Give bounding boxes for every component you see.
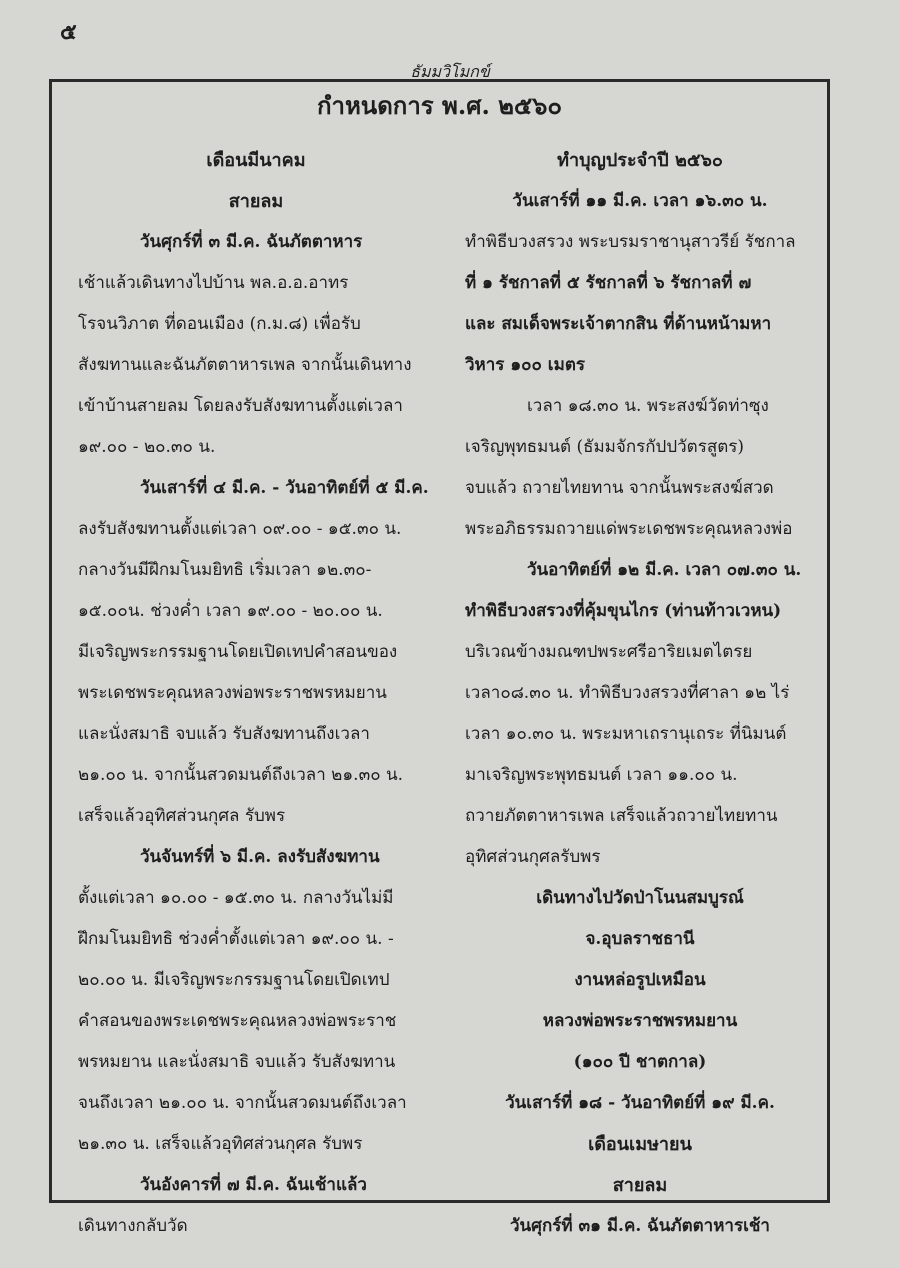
text-line: เดินทางกลับวัด bbox=[78, 1216, 188, 1236]
text-line: ๒๑.๓๐ น. เสร็จแล้วอุทิศส่วนกุศล รับพร bbox=[78, 1134, 363, 1154]
text-line: ทำพิธีบวงสรวงที่คุ้มขุนไกร (ท่านท้าวเวหน) bbox=[465, 601, 782, 621]
text-line: วันอังคารที่ ๗ มี.ค. ฉันเช้าแล้ว bbox=[140, 1175, 367, 1195]
text-line: สายลม bbox=[612, 1175, 668, 1196]
text-line: วันจันทร์ที่ ๖ มี.ค. ลงรับสังฆทาน bbox=[140, 847, 380, 867]
running-header: ธัมมวิโมกข์ bbox=[410, 62, 490, 81]
text-line: วันเสาร์ที่ ๑๘ - วันอาทิตย์ที่ ๑๙ มี.ค. bbox=[505, 1093, 775, 1113]
text-line: โรจนวิภาต ที่ดอนเมือง (ก.ม.๘) เพื่อรับ bbox=[78, 314, 361, 334]
text-line: ๒๐.๐๐ น. มีเจริญพระกรรมฐานโดยเปิดเทป bbox=[78, 970, 390, 990]
right-column bbox=[465, 140, 815, 1247]
page-title: กำหนดการ พ.ศ. ๒๕๖๐ bbox=[316, 91, 563, 120]
page-number: ๕ bbox=[60, 19, 77, 45]
text-line: เสร็จแล้วอุทิศส่วนกุศล รับพร bbox=[78, 806, 286, 826]
text-line: พระอภิธรรมถวายแด่พระเดชพระคุณหลวงพ่อ bbox=[465, 519, 793, 539]
text-line: บริเวณข้างมณฑปพระศรีอาริยเมตไตรย bbox=[465, 642, 753, 662]
text-line: จ.อุบลราชธานี bbox=[585, 929, 695, 949]
text-line: จบแล้ว ถวายไทยทาน จากนั้นพระสงฆ์สวด bbox=[465, 478, 774, 498]
text-line: วันอาทิตย์ที่ ๑๒ มี.ค. เวลา ๐๗.๓๐ น. bbox=[527, 560, 802, 580]
text-line: วันเสาร์ที่ ๑๑ มี.ค. เวลา ๑๖.๓๐ น. bbox=[512, 191, 768, 211]
text-line: และนั่งสมาธิ จบแล้ว รับสังฆทานถึงเวลา bbox=[78, 724, 370, 744]
text-line: งานหล่อรูปเหมือน bbox=[574, 970, 706, 990]
text-line: คำสอนของพระเดชพระคุณหลวงพ่อพระราช bbox=[78, 1011, 397, 1031]
text-line: เวลา๐๘.๓๐ น. ทำพิธีบวงสรวงที่ศาลา ๑๒ ไร่ bbox=[465, 683, 790, 703]
text-line: เจริญพุทธมนต์ (ธัมมจักรกัปปวัตรสูตร) bbox=[465, 437, 745, 457]
text-line: เดือนเมษายน bbox=[588, 1134, 692, 1155]
text-line: เดือนมีนาคม bbox=[206, 150, 306, 171]
text-line: มีเจริญพระกรรมฐานโดยเปิดเทปคำสอนของ bbox=[78, 642, 398, 662]
text-line: สังฆทานและฉันภัตตาหารเพล จากนั้นเดินทาง bbox=[78, 355, 412, 375]
text-line: เดินทางไปวัดป่าโนนสมบูรณ์ bbox=[536, 888, 744, 908]
text-line: ๑๙.๐๐ - ๒๐.๓๐ น. bbox=[78, 437, 216, 457]
text-line: ทำบุญประจำปี ๒๕๖๐ bbox=[557, 150, 723, 171]
text-line: ที่ ๑ รัชกาลที่ ๕ รัชกาลที่ ๖ รัชกาลที่ ๗ bbox=[465, 273, 752, 293]
text-line: เช้าแล้วเดินทางไปบ้าน พล.อ.อ.อาทร bbox=[78, 273, 349, 293]
text-line: วิหาร ๑๐๐ เมตร bbox=[465, 355, 585, 375]
text-line: ถวายภัตตาหารเพล เสร็จแล้วถวายไทยทาน bbox=[465, 806, 778, 826]
text-line: เข้าบ้านสายลม โดยลงรับสังฆทานตั้งแต่เวลา bbox=[78, 396, 403, 416]
text-line: ลงรับสังฆทานตั้งแต่เวลา ๐๙.๐๐ - ๑๕.๓๐ น. bbox=[78, 519, 402, 539]
text-line: ทำพิธีบวงสรวง พระบรมราชานุสาวรีย์ รัชกาล bbox=[465, 232, 796, 252]
text-line: อุทิศส่วนกุศลรับพร bbox=[465, 847, 601, 867]
text-line: กลางวันมีฝึกมโนมยิทธิ เริ่มเวลา ๑๒.๓๐- bbox=[78, 560, 372, 580]
text-line: ฝึกมโนมยิทธิ ช่วงค่ำตั้งแต่เวลา ๑๙.๐๐ น. - bbox=[78, 929, 394, 949]
text-line: หลวงพ่อพระราชพรหมยาน bbox=[542, 1011, 738, 1031]
text-line: และ สมเด็จพระเจ้าตากสิน ที่ด้านหน้ามหา bbox=[465, 314, 772, 334]
left-column bbox=[78, 140, 434, 1247]
text-line: ๒๑.๐๐ น. จากนั้นสวดมนต์ถึงเวลา ๒๑.๓๐ น. bbox=[78, 765, 404, 785]
text-line: วันเสาร์ที่ ๔ มี.ค. - วันอาทิตย์ที่ ๕ มี.ค. bbox=[140, 478, 429, 498]
text-line: วันศุกร์ที่ ๓ มี.ค. ฉันภัตตาหาร bbox=[140, 232, 363, 252]
text-line: ตั้งแต่เวลา ๑๐.๐๐ - ๑๕.๓๐ น. กลางวันไม่มี bbox=[78, 888, 394, 908]
text-line: (๑๐๐ ปี ชาตกาล) bbox=[573, 1052, 707, 1072]
text-line: เวลา ๑๐.๓๐ น. พระมหาเถรานุเถระ ที่นิมนต์ bbox=[465, 724, 787, 744]
text-line: มาเจริญพระพุทธมนต์ เวลา ๑๑.๐๐ น. bbox=[465, 765, 738, 785]
text-line: พระเดชพระคุณหลวงพ่อพระราชพรหมยาน bbox=[78, 683, 387, 703]
text-line: จนถึงเวลา ๒๑.๐๐ น. จากนั้นสวดมนต์ถึงเวลา bbox=[78, 1093, 407, 1113]
text-line: ๑๕.๐๐น. ช่วงค่ำ เวลา ๑๙.๐๐ - ๒๐.๐๐ น. bbox=[78, 601, 383, 621]
text-line: วันศุกร์ที่ ๓๑ มี.ค. ฉันภัตตาหารเช้า bbox=[510, 1216, 770, 1236]
text-line: สายลม bbox=[228, 191, 284, 212]
text-line: เวลา ๑๘.๓๐ น. พระสงฆ์วัดท่าซุง bbox=[527, 396, 769, 416]
text-line: พรหมยาน และนั่งสมาธิ จบแล้ว รับสังฆทาน bbox=[78, 1052, 396, 1072]
